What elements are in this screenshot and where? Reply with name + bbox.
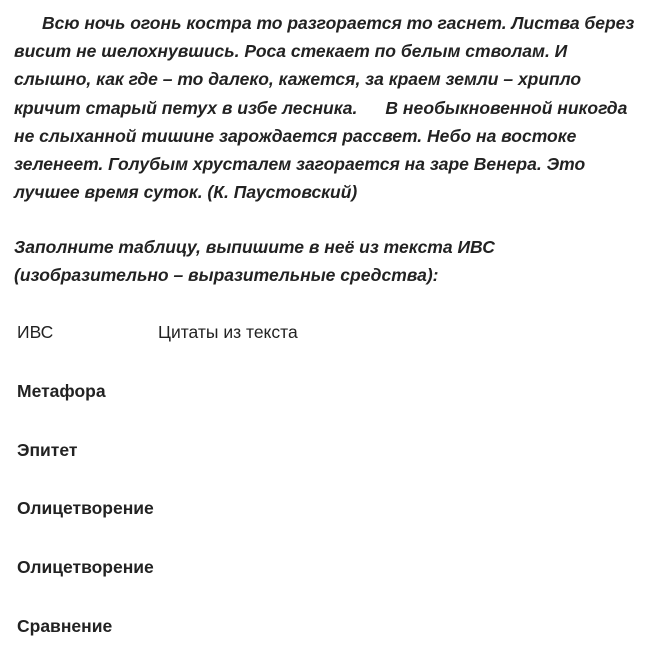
table-row-metaphor: Метафора: [17, 381, 106, 401]
table-row-personification-1: Олицетворение: [17, 498, 154, 518]
table-row-comparison: Сравнение: [17, 616, 113, 636]
table-row-personification-2: Олицетворение: [17, 557, 154, 577]
table-row-epithet: Эпитет: [17, 440, 78, 460]
passage-text: [14, 9, 644, 206]
task-instruction: Заполните таблицу, выпишите в неё из текста ИВС (изобразительно – выразительные средства):: [14, 237, 495, 286]
passage-paragraph-1: Всю ночь огонь костра то разгорается то гаснет. Листва берез висит не шелохнувшись. Роса стекает по белым стволам. И слышно, как где – то далеко, кажется, за краем земли – хрипло кричит старый петух в избе лесника.: [14, 13, 635, 118]
passage-paragraph-2: В необыкновенной никогда не слыханной тишине зарождается рассвет. Небо на востоке зеленеет. Голубым хрусталем загорается на заре Венера. Это лучшее время суток. (К. Паустовский): [14, 97, 628, 203]
table-header-ivs: ИВС: [17, 322, 54, 342]
table-header-quotes: Цитаты из текста: [158, 322, 298, 342]
